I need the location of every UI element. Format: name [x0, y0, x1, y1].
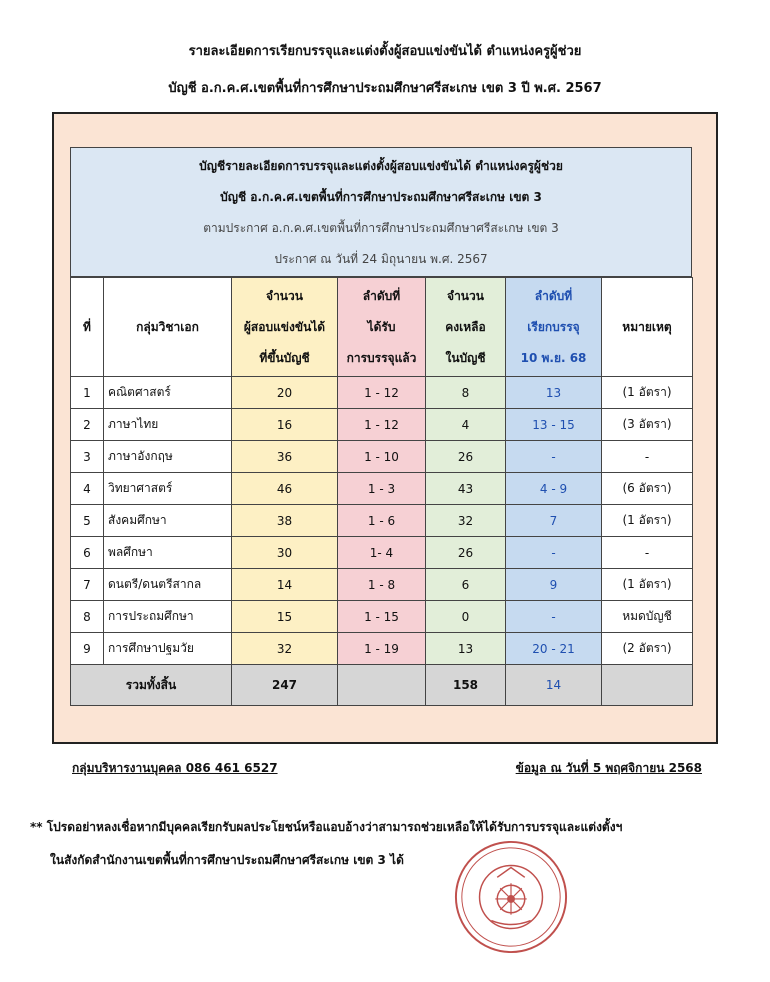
data-as-of-date: ข้อมูล ณ วันที่ 5 พฤศจิกายน 2568	[515, 761, 702, 775]
cell-no: 8	[71, 601, 104, 633]
total-remark	[602, 665, 693, 706]
cell-remaining: 26	[426, 537, 506, 569]
col-header-subject: กลุ่มวิชาเอก	[104, 278, 232, 377]
cell-no: 6	[71, 537, 104, 569]
cell-remark: -	[602, 441, 693, 473]
cell-remaining: 26	[426, 441, 506, 473]
cell-called: -	[506, 441, 602, 473]
heading-line-3: ตามประกาศ อ.ก.ค.ศ.เขตพื้นที่การศึกษาประถมศึกษาศรีสะเกษ เขต 3	[203, 221, 559, 235]
cell-subject: คณิตศาสตร์	[104, 377, 232, 409]
cell-remark: (1 อัตรา)	[602, 569, 693, 601]
contact-info: กลุ่มบริหารงานบุคคล 086 461 6527	[72, 761, 278, 775]
cell-remark: (3 อัตรา)	[602, 409, 693, 441]
col-header-remark: หมายเหตุ	[602, 278, 693, 377]
cell-remark: -	[602, 537, 693, 569]
heading-line-4: ประกาศ ณ วันที่ 24 มิถุนายน พ.ศ. 2567	[274, 252, 488, 266]
cell-remark: หมดบัญชี	[602, 601, 693, 633]
total-row	[71, 665, 693, 706]
cell-called: 4 - 9	[506, 473, 602, 505]
cell-count: 15	[232, 601, 338, 633]
cell-count: 36	[232, 441, 338, 473]
cell-appointed: 1 - 12	[338, 377, 426, 409]
cell-appointed: 1 - 6	[338, 505, 426, 537]
heading-line-2: บัญชี อ.ก.ค.ศ.เขตพื้นที่การศึกษาประถมศึกษาศรีสะเกษ เขต 3	[220, 190, 542, 204]
cell-subject: การศึกษาปฐมวัย	[104, 633, 232, 665]
report-inner	[70, 147, 692, 706]
col-header-appointed: ลำดับที่ ได้รับ การบรรจุแล้ว	[338, 278, 426, 377]
cell-called: 7	[506, 505, 602, 537]
cell-appointed: 1 - 8	[338, 569, 426, 601]
col-header-called: ลำดับที่ เรียกบรรจุ 10 พ.ย. 68	[506, 278, 602, 377]
cell-appointed: 1 - 3	[338, 473, 426, 505]
warning-note-line-2: ในสังกัดสำนักงานเขตพื้นที่การศึกษาประถมศึกษาศรีสะเกษ เขต 3 ได้	[50, 853, 404, 867]
col-header-no: ที่	[71, 278, 104, 377]
cell-remark: (1 อัตรา)	[602, 377, 693, 409]
cell-appointed: 1 - 19	[338, 633, 426, 665]
cell-no: 7	[71, 569, 104, 601]
cell-no: 9	[71, 633, 104, 665]
cell-appointed: 1 - 10	[338, 441, 426, 473]
table-row	[71, 441, 693, 473]
heading-line-1: บัญชีรายละเอียดการบรรจุและแต่งตั้งผู้สอบแข่งขันได้ ตำแหน่งครูผู้ช่วย	[199, 159, 563, 173]
cell-called: 13 - 15	[506, 409, 602, 441]
cell-remark: (1 อัตรา)	[602, 505, 693, 537]
table-row	[71, 377, 693, 409]
cell-count: 38	[232, 505, 338, 537]
cell-count: 46	[232, 473, 338, 505]
cell-subject: ดนตรี/ดนตรีสากล	[104, 569, 232, 601]
cell-count: 16	[232, 409, 338, 441]
cell-remaining: 0	[426, 601, 506, 633]
cell-appointed: 1 - 12	[338, 409, 426, 441]
total-count: 247	[232, 665, 338, 706]
table-row	[71, 473, 693, 505]
cell-remaining: 43	[426, 473, 506, 505]
cell-subject: การประถมศึกษา	[104, 601, 232, 633]
cell-no: 5	[71, 505, 104, 537]
table-row	[71, 409, 693, 441]
table-header-row	[71, 278, 693, 377]
cell-remark: (6 อัตรา)	[602, 473, 693, 505]
table-row	[71, 569, 693, 601]
total-called: 14	[506, 665, 602, 706]
col-header-count: จำนวน ผู้สอบแข่งขันได้ ที่ขึ้นบัญชี	[232, 278, 338, 377]
cell-subject: สังคมศึกษา	[104, 505, 232, 537]
cell-called: -	[506, 537, 602, 569]
cell-subject: ภาษาอังกฤษ	[104, 441, 232, 473]
cell-remaining: 13	[426, 633, 506, 665]
cell-remaining: 32	[426, 505, 506, 537]
cell-count: 20	[232, 377, 338, 409]
table-row	[71, 633, 693, 665]
document-title: รายละเอียดการเรียกบรรจุและแต่งตั้งผู้สอบแข่งขันได้ ตำแหน่งครูผู้ช่วย	[188, 44, 582, 59]
cell-remaining: 4	[426, 409, 506, 441]
warning-note-line-1: ** โปรดอย่าหลงเชื่อหากมีบุคคลเรียกรับผลประโยชน์หรือแอบอ้างว่าสามารถช่วยเหลือให้ได้รับการบรรจุและแต่งตั้งฯ	[30, 820, 623, 834]
cell-appointed: 1 - 15	[338, 601, 426, 633]
table-heading-box	[70, 147, 692, 277]
cell-subject: ภาษาไทย	[104, 409, 232, 441]
total-remaining: 158	[426, 665, 506, 706]
cell-no: 1	[71, 377, 104, 409]
cell-no: 4	[71, 473, 104, 505]
cell-subject: วิทยาศาสตร์	[104, 473, 232, 505]
cell-count: 30	[232, 537, 338, 569]
cell-called: 9	[506, 569, 602, 601]
report-panel	[52, 112, 718, 744]
cell-called: -	[506, 601, 602, 633]
table-row	[71, 601, 693, 633]
total-label: รวมทั้งสิ้น	[71, 665, 232, 706]
appointment-table	[70, 277, 693, 706]
total-appointed	[338, 665, 426, 706]
cell-called: 13	[506, 377, 602, 409]
cell-remaining: 6	[426, 569, 506, 601]
cell-remaining: 8	[426, 377, 506, 409]
document-subtitle: บัญชี อ.ก.ค.ศ.เขตพื้นที่การศึกษาประถมศึกษาศรีสะเกษ เขต 3 ปี พ.ศ. 2567	[168, 81, 602, 96]
table-row	[71, 537, 693, 569]
cell-count: 14	[232, 569, 338, 601]
cell-remark: (2 อัตรา)	[602, 633, 693, 665]
cell-no: 3	[71, 441, 104, 473]
cell-called: 20 - 21	[506, 633, 602, 665]
col-header-remaining: จำนวน คงเหลือ ในบัญชี	[426, 278, 506, 377]
office-seal-icon	[452, 838, 570, 956]
cell-subject: พลศึกษา	[104, 537, 232, 569]
table-row	[71, 505, 693, 537]
cell-appointed: 1- 4	[338, 537, 426, 569]
cell-no: 2	[71, 409, 104, 441]
cell-count: 32	[232, 633, 338, 665]
